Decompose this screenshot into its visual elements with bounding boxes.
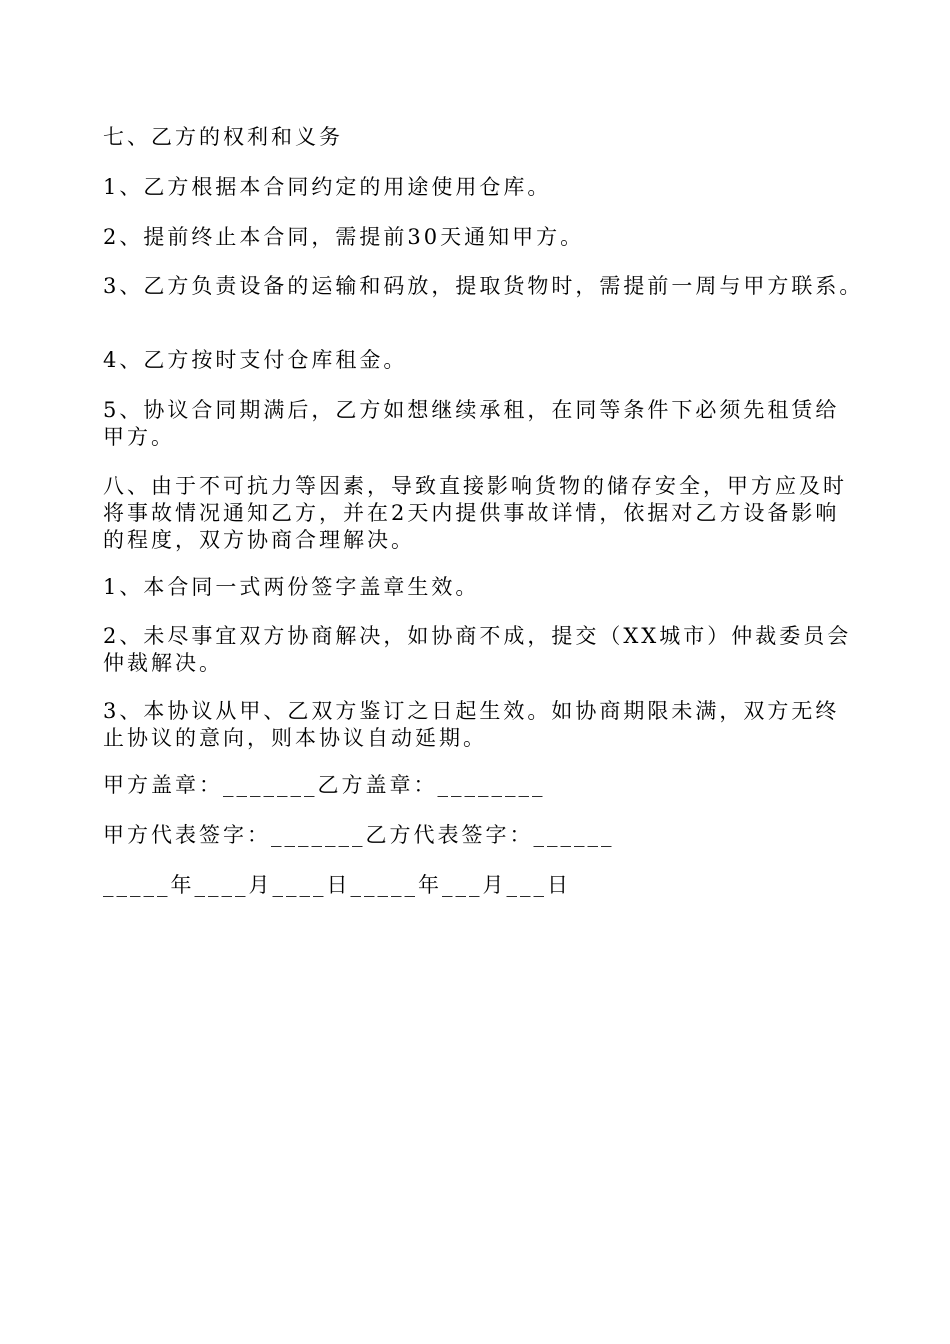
section-7-heading: 七、乙方的权利和义务	[103, 125, 343, 149]
clause-7-1: 1、乙方根据本合同约定的用途使用仓库。	[103, 175, 552, 199]
seal-line: 甲方盖章：_______乙方盖章：________	[103, 773, 546, 797]
date-line: _____年____月____日_____年___月___日	[103, 873, 571, 897]
final-clause-1: 1、本合同一式两份签字盖章生效。	[103, 575, 480, 599]
final-clause-2: 2、未尽事宜双方协商解决，如协商不成，提交（XX城市）仲裁委员会仲裁解决。	[103, 624, 852, 675]
clause-7-4: 4、乙方按时支付仓库租金。	[103, 348, 408, 372]
clause-7-2: 2、提前终止本合同，需提前30天通知甲方。	[103, 225, 585, 249]
clause-7-5: 5、协议合同期满后，乙方如想继续承租，在同等条件下必须先租赁给甲方。	[103, 398, 840, 449]
signature-line: 甲方代表签字：_______乙方代表签字：______	[103, 823, 615, 847]
section-8: 八、由于不可抗力等因素，导致直接影响货物的储存安全，甲方应及时将事故情况通知乙方，并在2天内提供事故详情，依据对乙方设备影响的程度，双方协商合理解决。	[103, 474, 847, 552]
clause-7-3: 3、乙方负责设备的运输和码放，提取货物时，需提前一周与甲方联系。	[103, 274, 864, 298]
final-clause-3: 3、本协议从甲、乙双方鉴订之日起生效。如协商期限未满，双方无终止协议的意向，则本协议自动延期。	[103, 699, 840, 750]
